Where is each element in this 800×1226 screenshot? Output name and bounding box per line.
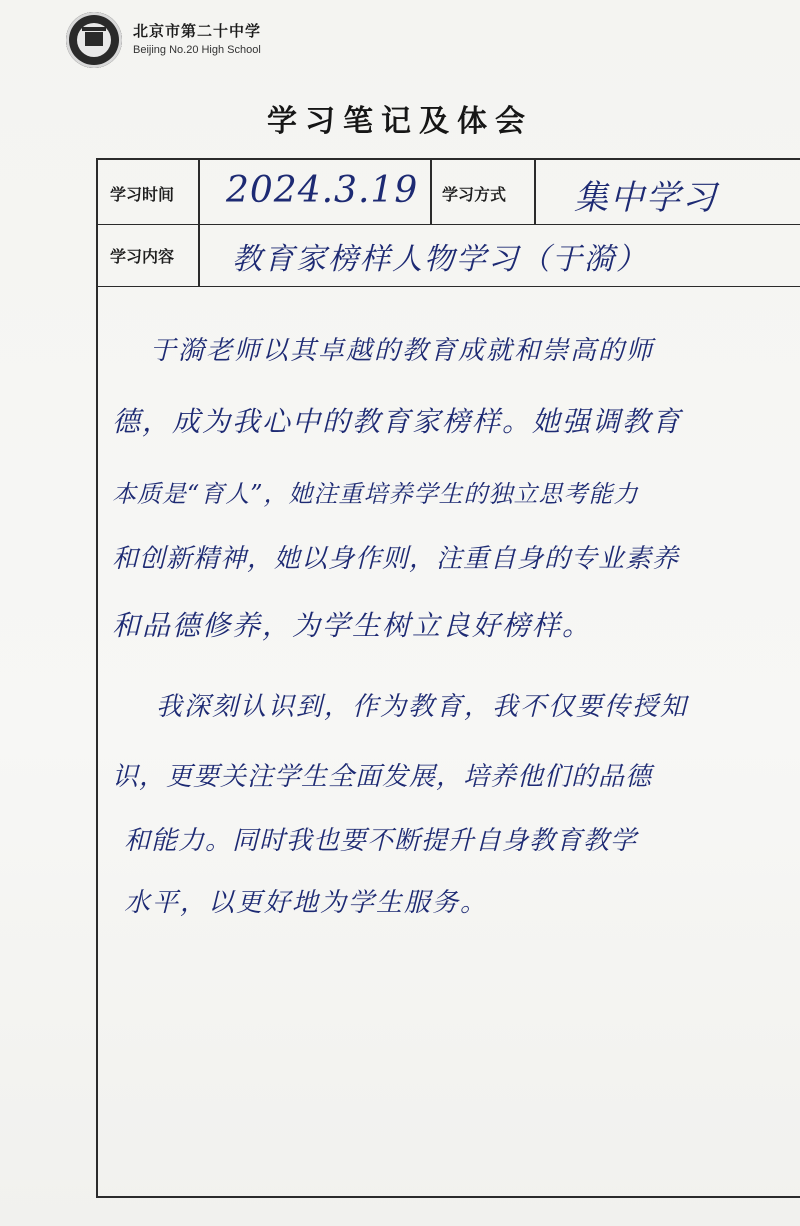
body-line: 本质是“育人”，她注重培养学生的独立思考能力: [112, 480, 639, 508]
body-line: 和能力。同时我也要不断提升自身教育教学: [124, 826, 638, 856]
school-name-english: Beijing No.20 High School: [133, 44, 261, 56]
study-method-value: 集中学习: [574, 178, 718, 218]
study-time-label: 学习时间: [110, 185, 175, 204]
study-time-value: 2024.3.19: [226, 170, 419, 211]
study-method-label: 学习方式: [442, 185, 507, 204]
school-name-chinese: 北京市第二十中学: [133, 22, 262, 40]
body-line: 和创新精神，她以身作则，注重自身的专业素养: [112, 544, 680, 574]
body-line: 德，成为我心中的教育家榜样。她强调教育: [112, 405, 683, 438]
page-title: 学习笔记及体会: [267, 104, 533, 139]
body-line: 和品德修养，为学生树立良好榜样。: [112, 609, 593, 642]
form-row-time-method: [98, 160, 800, 225]
study-content-label: 学习内容: [110, 247, 175, 266]
body-line: 识，更要关注学生全面发展，培养他们的品德: [112, 762, 653, 792]
body-line: 于漪老师以其卓越的教育成就和崇高的师: [150, 336, 655, 366]
notes-form: [96, 158, 800, 1198]
form-row-content: [98, 224, 800, 287]
body-line: 我深刻认识到，作为教育，我不仅要传授知: [156, 692, 689, 722]
body-line: 水平，以更好地为学生服务。: [124, 888, 489, 918]
school-logo-icon: [66, 12, 122, 68]
study-content-value: 教育家榜样人物学习（于漪）: [232, 242, 648, 277]
